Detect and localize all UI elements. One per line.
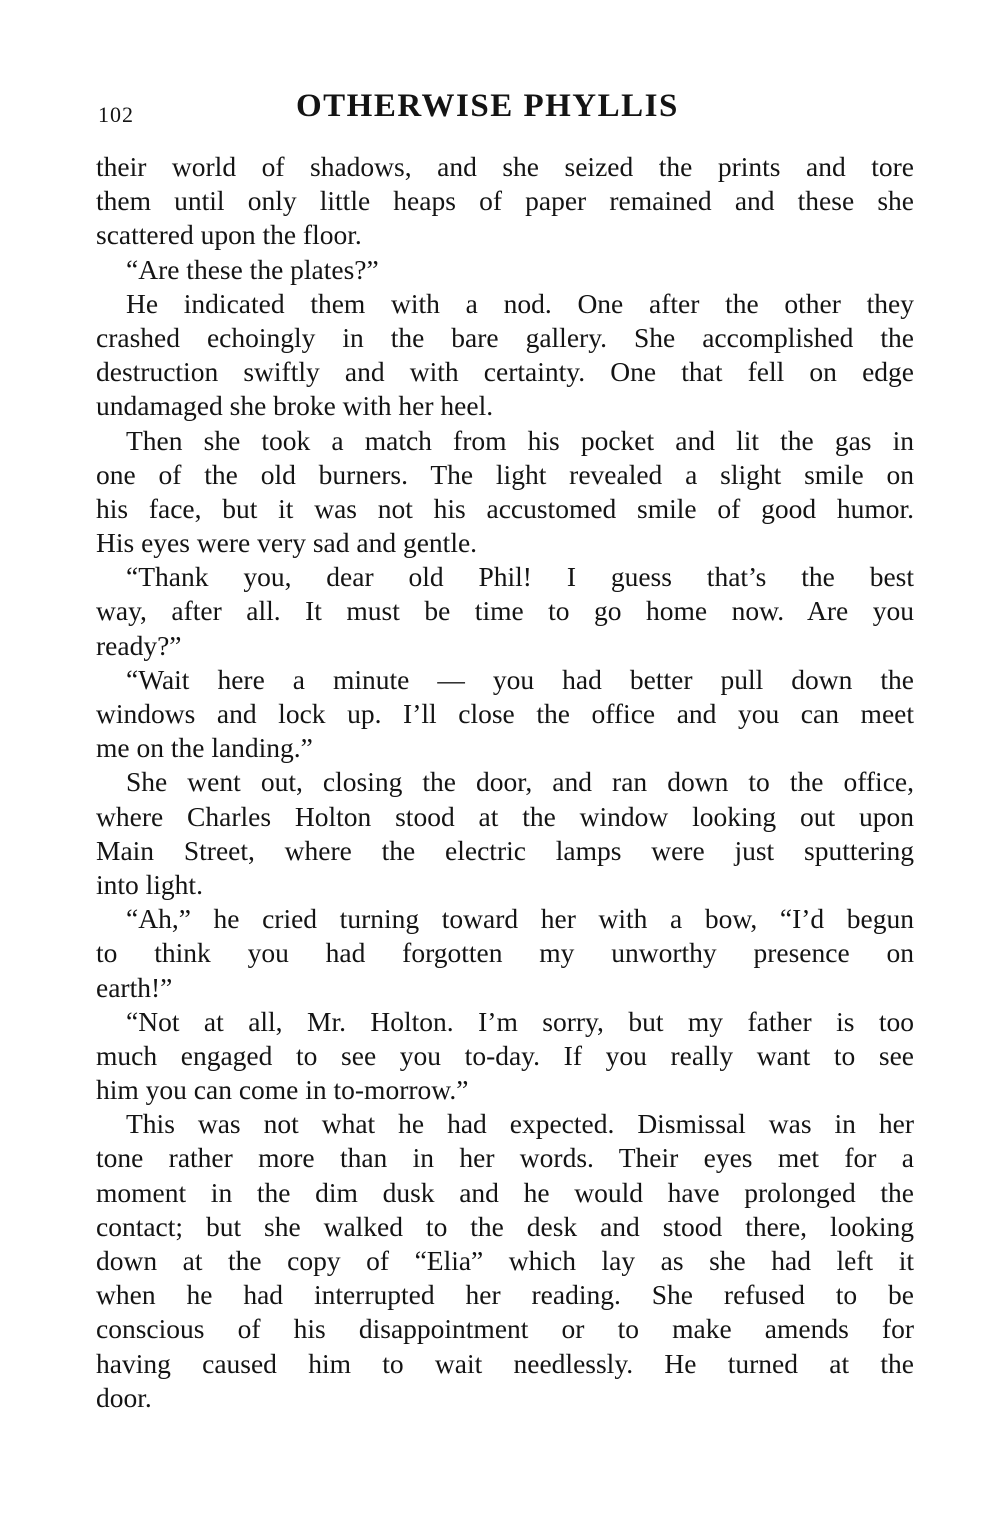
text-line: “Ah,” he cried turning toward her with a bow, “I’d begun: [126, 903, 914, 935]
text-line: much engaged to see you to-day. If you really want to see: [96, 1039, 914, 1071]
text-line: He indicated them with a nod. One after the other they: [126, 287, 914, 319]
text-line: earth!”: [96, 971, 173, 1003]
text-line: contact; but she walked to the desk and stood there, looking: [96, 1210, 914, 1242]
text-line: having caused him to wait needlessly. He turned at the: [96, 1347, 914, 1379]
text-line: down at the copy of “Elia” which lay as she had left it: [96, 1245, 914, 1276]
text-line: where Charles Holton stood at the window looking out upon: [96, 800, 914, 832]
text-line: when he had interrupted her reading. She refused to be: [96, 1279, 914, 1311]
page-number: 102: [98, 102, 134, 127]
text-line: destruction swiftly and with certainty. One that fell on edge: [96, 356, 914, 388]
text-line: them until only little heaps of paper remained and these she: [96, 185, 914, 217]
text-line: ready?”: [96, 629, 182, 661]
text-line: This was not what he had expected. Dismissal was in her: [126, 1108, 914, 1140]
text-line: him you can come in to-morrow.”: [96, 1074, 469, 1106]
text-line: conscious of his disappointment or to make amends for: [96, 1313, 914, 1345]
text-line: to think you had forgotten my unworthy presence on: [96, 937, 914, 969]
text-line: She went out, closing the door, and ran down to the office,: [126, 766, 914, 798]
text-line: “Thank you, dear old Phil! I guess that’s the best: [126, 561, 914, 593]
text-line: His eyes were very sad and gentle.: [96, 527, 478, 559]
text-line: their world of shadows, and she seized the prints and tore: [96, 151, 914, 182]
running-title: OTHERWISE PHYLLIS: [296, 88, 679, 124]
body-text: [96, 150, 914, 1415]
text-line: Then she took a match from his pocket and lit the gas in: [126, 424, 914, 456]
text-line: undamaged she broke with her heel.: [96, 390, 494, 422]
text-line: door.: [96, 1381, 152, 1413]
text-line: windows and lock up. I’ll close the office and you can meet: [96, 698, 914, 729]
page-header: [96, 88, 914, 132]
text-line: way, after all. It must be time to go home now. Are you: [96, 595, 914, 627]
text-line: his face, but it was not his accustomed smile of good humor.: [96, 492, 914, 524]
text-line: into light.: [96, 868, 203, 900]
text-line: scattered upon the floor.: [96, 219, 362, 251]
text-line: tone rather more than in her words. Their eyes met for a: [96, 1142, 914, 1174]
text-line: “Not at all, Mr. Holton. I’m sorry, but my father is too: [126, 1005, 914, 1037]
text-line: me on the landing.”: [96, 732, 313, 764]
text-line: “Wait here a minute — you had better pull down the: [126, 663, 914, 695]
text-line: moment in the dim dusk and he would have prolonged the: [96, 1176, 914, 1208]
text-line: “Are these the plates?”: [126, 253, 379, 285]
text-line: crashed echoingly in the bare gallery. She accomplished the: [96, 321, 914, 353]
text-line: Main Street, where the electric lamps were just sputtering: [96, 834, 914, 866]
text-line: one of the old burners. The light revealed a slight smile on: [96, 458, 914, 490]
